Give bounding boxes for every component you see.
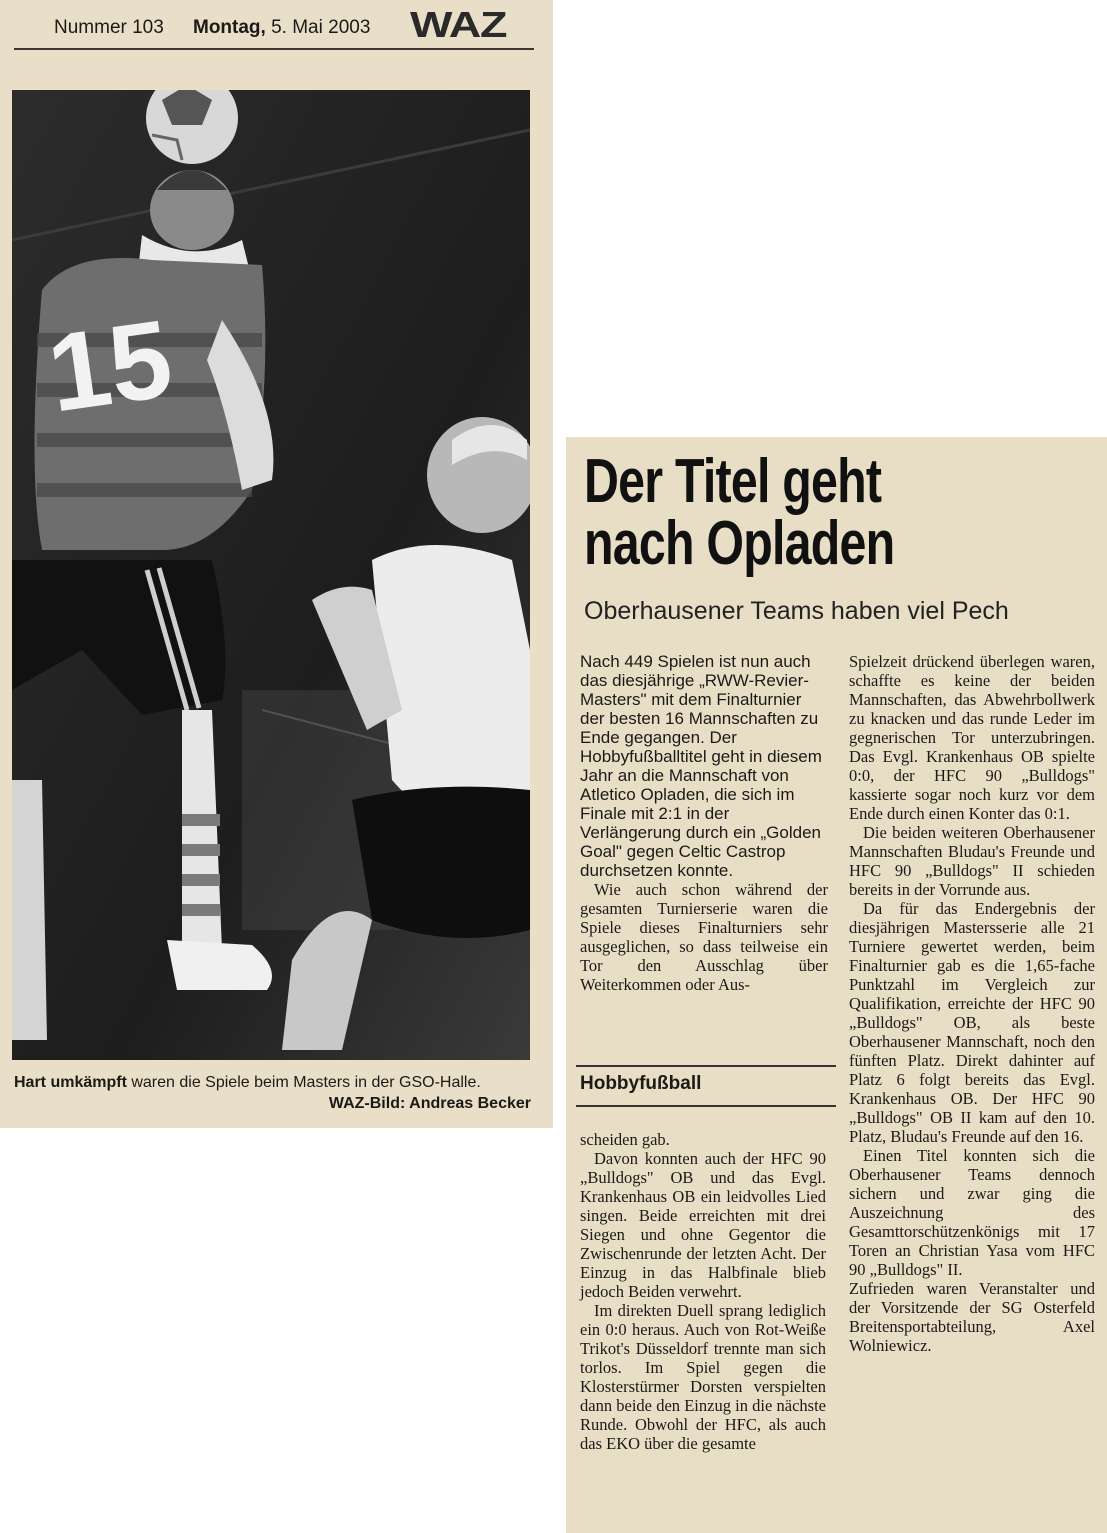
article-subheadline: Oberhausener Teams haben viel Pech — [584, 597, 1009, 625]
rubric-box — [576, 1065, 836, 1107]
paragraph: Da für das Endergebnis der diesjährigen Mastersserie alle 21 Turniere gewertet werden, beim Finalturnier gab es die 1,65-fache Punktzahl im Vergleich zur Qualifikation, erreichte der HFC 90 „Bulldogs" OB, als beste Oberhausener Mannschaft, noch den fünften Platz. Direkt dahinter auf Platz 6 folgt bereits das Evgl. Krankenhaus OB. Der HFC 90 „Bulldogs" OB II kam auf den 10. Platz, Bludau's Freunde auf den 16. — [849, 899, 1095, 1146]
issue-day: 5. Mai 2003 — [271, 17, 371, 38]
article-headline — [584, 447, 990, 578]
paragraph: Zufrieden waren Veranstalter und der Vorsitzende der SG Osterfeld Breitensportabteilung, Axel Wolniewicz. — [849, 1279, 1095, 1355]
paragraph: scheiden gab. — [580, 1130, 670, 1149]
issue-weekday: Montag, — [193, 17, 266, 38]
caption-bold: Hart umkämpft — [14, 1074, 127, 1091]
paragraph: Spielzeit drückend überlegen waren, schaffte es keine der beiden Mannschaften, das Abwehrbollwerk zu knacken und das runde Leder im gegnerischen Tor unterzubringen. Das Evgl. Krankenhaus OB spielte 0:0, der HFC 90 „Bulldogs" kassierte sogar noch kurz vor dem Ende durch einen Konter das 0:1. — [849, 652, 1095, 823]
newspaper-logo: WAZ — [410, 4, 507, 45]
photo-credit: WAZ-Bild: Andreas Becker — [328, 1095, 531, 1112]
photo-caption — [14, 1074, 481, 1092]
paragraph: Im direkten Duell sprang lediglich ein 0:0 heraus. Auch von Rot-Weiße Trikot's Düsseldorf trennte man sich torlos. Im Spiel gegen die Klosterstürmer Dorsten verspielten dann beide den Einzug in die nächste Runde. Obwohl der HFC, als auch das EKO über die gesamte — [580, 1301, 826, 1453]
newspaper-clipping-photo — [0, 0, 553, 1128]
paragraph: Die beiden weiteren Oberhausener Mannschaften Bludau's Freunde und HFC 90 „Bulldogs" II schieden bereits in der Vorrunde aus. — [849, 823, 1095, 899]
article-column-1-top — [580, 652, 828, 994]
article-column-1-bottom — [580, 1130, 826, 1453]
headline-line-1: Der Titel geht — [584, 447, 882, 516]
issue-date — [193, 17, 370, 39]
lead-paragraph: Nach 449 Spielen ist nun auch das diesjährige „RWW-Revier-Masters" mit dem Finalturnier der besten 16 Mannschaften zu Ende gegangen. Der Hobbyfußballtitel geht in diesem Jahr an die Mannschaft von Atletico Opladen, die sich im Finale mit 2:1 in der Verlängerung durch ein „Golden Goal" gegen Celtic Castrop durchsetzen konnte. — [580, 652, 822, 880]
football-photo-image — [12, 90, 530, 1060]
newspaper-clipping-article — [566, 437, 1107, 1533]
article-column-2 — [849, 652, 1095, 1355]
paragraph: Einen Titel konnten sich die Oberhausener Teams dennoch sichern und zwar ging die Auszeichnung des Gesamttorschützenkönigs mit 17 Toren an Christian Yasa vom HFC 90 „Bulldogs" II. — [849, 1146, 1095, 1279]
paragraph: Davon konnten auch der HFC 90 „Bulldogs" OB und das Evgl. Krankenhaus OB ein leidvolles Lied singen. Beide erreichten mit drei Siegen und ohne Gegentor die Zwischenrunde der letzten Acht. Der Einzug in das Halbfinale blieb jedoch Beiden verwehrt. — [580, 1149, 826, 1301]
masthead-rule — [14, 48, 534, 50]
rubric-label: Hobbyfußball — [580, 1073, 702, 1094]
issue-number: Nummer 103 — [54, 17, 164, 38]
press-photo — [12, 90, 530, 1060]
jersey-number: 15 — [40, 296, 180, 436]
caption-text: waren die Spiele beim Masters in der GSO-Halle. — [126, 1074, 481, 1091]
headline-line-2: nach Opladen — [584, 509, 895, 578]
paragraph: Wie auch schon während der gesamten Turnierserie waren die Spiele dieses Finalturniers sehr ausgeglichen, so dass teilweise ein Tor den Ausschlag über Weiterkommen oder Aus- — [580, 880, 828, 994]
